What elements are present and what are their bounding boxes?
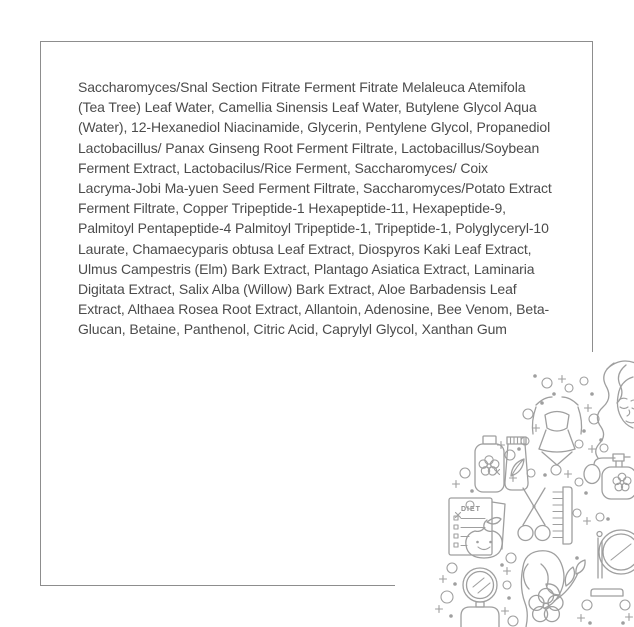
ingredients-line: Ferment Filtrate, Copper Tripeptide-1 Hexapeptide-11, Hexapeptide-9, (78, 200, 506, 217)
woman-body-bikini-icon (532, 397, 581, 465)
ingredients-line: Lactobacillus/ Panax Ginseng Root Ferment Filtrate, Lactobacillus/Soybean (78, 139, 540, 156)
ingredients-line: Extract, Althaea Rosea Root Extract, Allantoin, Adenosine, Bee Venom, Beta- (78, 301, 550, 318)
ingredients-line: Laurate, Chamaecyparis obtusa Leaf Extract, Diospyros Kaki Leaf Extract, (78, 240, 532, 257)
ingredients-line: Ulmus Campestris (Elm) Bark Extract, Plantago Asiatica Extract, Laminaria (78, 260, 535, 277)
compact-mirror-icon (461, 568, 499, 627)
perfume-atomizer-icon (584, 454, 634, 499)
ingredients-text (78, 77, 578, 340)
woman-face-wavy-hair-icon (596, 361, 634, 458)
ingredients-line: Saccharomyces/Snal Section Fitrate Ferment Fitrate Melaleuca Atemifola (78, 79, 526, 95)
ingredients-line: Ferment Extract, Lactobacilus/Rice Ferment, Saccharomyces/ Coix (78, 159, 488, 176)
ingredients-line: (Water), 12-Hexanediol Niacinamide, Glycerin, Pentylene Glycol, Propanediol (78, 119, 551, 136)
diet-label: DIET (461, 506, 481, 513)
leaf-sprig-icon (546, 560, 585, 601)
vanity-mirror-icon (591, 530, 634, 596)
beauty-icons-illustration (395, 352, 634, 627)
cosmetic-bottle-icon (475, 436, 504, 492)
scissors-icon (518, 488, 550, 541)
ingredients-line: Digitata Extract, Salix Alba (Willow) Bark Extract, Aloe Barbadensis Leaf (78, 281, 517, 298)
comb-icon (553, 487, 572, 544)
ingredients-line: Palmitoyl Pentapeptide-4 Palmitoyl Tripeptide-1, Tripeptide-1, Polyglyceryl-10 (78, 220, 549, 237)
ingredients-line: (Tea Tree) Leaf Water, Camellia Sinensis Leaf Water, Butylene Glycol Aqua (78, 99, 537, 116)
ingredients-line: Lacryma-Jobi Ma-yuen Seed Ferment Filtrate, Saccharomyces/Potato Extract (78, 180, 552, 197)
ingredients-line: Glucan, Betaine, Panthenol, Citric Acid, Caprylyl Glycol, Xanthan Gum (78, 321, 507, 338)
diet-plan-apple-icon (449, 498, 505, 558)
